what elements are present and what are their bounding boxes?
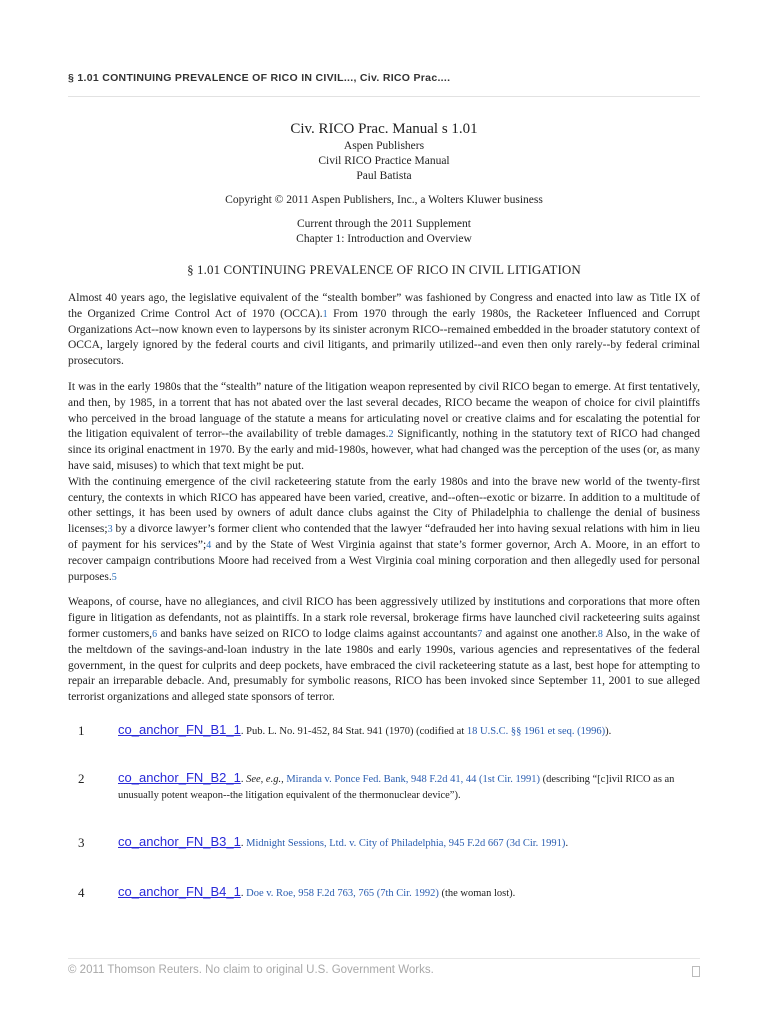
section-heading: § 1.01 CONTINUING PREVALENCE OF RICO IN CIVIL LITIGATION [187, 262, 581, 277]
footnote-body [118, 770, 700, 804]
footnote-anchor-link[interactable]: co_anchor_FN_B3_1 [118, 834, 241, 849]
footnote-text: (describing “[c]ivil RICO as an unusually potent weapon--the litigation equivalent of the thermonuclear device”). [118, 774, 675, 801]
footnote-separator: . [240, 774, 244, 785]
running-head: § 1.01 CONTINUING PREVALENCE OF RICO IN CIVIL..., Civ. RICO Prac.... [68, 72, 451, 84]
citation-link[interactable]: Doe v. Roe, 958 F.2d 763, 765 (7th Cir. 1992) [246, 888, 439, 899]
footnote-number: 4 [78, 885, 85, 900]
paragraph-text: Also, in the wake of the meltdown of the savings-and-loan industry in the late 1980s and early 1990s, various agencies and representatives of the federal government, in the quest for culprits and deep pockets, have embraced the civil racketeering statute as a last, best hope for attempting to repair an irreparable debacle. And, presumably for symbolic reasons, RICO has been invoked since September 11, 2001 to sue alleged terrorist organizations and alleged state sponsors of terror. [68, 627, 700, 704]
footnote-text: ). [605, 726, 612, 737]
footnote-anchor-link[interactable]: co_anchor_FN_B2_1 [118, 770, 241, 785]
footnote-1 [68, 722, 700, 740]
paragraph-text: and against one another. [482, 627, 598, 640]
footnote-2 [68, 770, 700, 804]
copyright-line: Copyright © 2011 Aspen Publishers, Inc., a Wolters Kluwer business [225, 194, 543, 206]
body-text [68, 291, 700, 706]
footnote-ref-6[interactable]: 6 [152, 628, 158, 640]
footnote-text: (the woman lost). [438, 888, 516, 899]
footnote-ref-7[interactable]: 7 [477, 628, 483, 640]
citation-link[interactable]: Midnight Sessions, Ltd. v. City of Philadelphia, 945 F.2d 667 (3d Cir. 1991) [246, 838, 566, 849]
footnote-separator: . [240, 838, 244, 849]
footnote-body [118, 722, 700, 740]
footnote-text: See, e.g., [243, 774, 287, 785]
publisher-line: Aspen Publishers [343, 140, 425, 152]
footnote-text: . [565, 838, 569, 849]
manual-line: Civil RICO Practice Manual [318, 155, 450, 167]
paragraph-text: and banks have seized on RICO to lodge claims against accountants [157, 627, 478, 640]
footnote-3 [68, 834, 700, 852]
citation-block [68, 120, 700, 247]
paragraph-text: and by the State of West Virginia against that state’s former governor, Arch A. Moore, in an effort to recover campaign contributions Moore had received from a West Virginia coal mining corporation and then allegedly used for personal purposes. [68, 538, 700, 583]
footnote-body [118, 834, 700, 852]
paragraph-text: Almost 40 years ago, the legislative equivalent of the “stealth bomber” was fashioned by Congress and enacted into law as Title IX of the Organized Crime Control Act of 1970 (OCCA). [68, 292, 700, 320]
footnote-ref-3[interactable]: 3 [107, 524, 113, 536]
author-line: Paul Batista [356, 170, 412, 182]
paragraph-text: Significantly, nothing in the statutory text of RICO had changed since its original enactment in 1970. By the early and mid-1980s, however, what had changed was the perception of the uses (or, as many have said, misuses) to which that text might be put. [68, 428, 700, 472]
footnote-4 [68, 884, 700, 902]
footer-copyright: © 2011 Thomson Reuters. No claim to original U.S. Government Works. [68, 964, 434, 976]
footer-divider [68, 958, 700, 959]
paragraph-2 [68, 380, 700, 475]
footnote-anchor-link[interactable]: co_anchor_FN_B1_1 [118, 722, 241, 737]
footnote-anchor-link[interactable]: co_anchor_FN_B4_1 [118, 884, 241, 899]
citation-link[interactable]: Miranda v. Ponce Fed. Bank, 948 F.2d 41, 44 (1st Cir. 1991) [286, 774, 541, 785]
footnote-ref-1[interactable]: 1 [322, 308, 328, 320]
footnote-separator: . [240, 888, 244, 899]
footnote-number: 2 [78, 771, 85, 786]
citation-link[interactable]: 18 U.S.C. §§ 1961 et seq. (1996) [466, 726, 606, 737]
header-divider [68, 96, 700, 97]
paragraph-text: With the continuing emergence of the civil racketeering statute from the early 1980s and into the brave new world of the twenty-first century, the contexts in which RICO has appeared have been varied, creative, and--often--exotic or bizarre. In addition to a multitude of other settings, it has been used by owners of adult dance clubs against the City of Philadelphia to challenge the denial of business licenses; [68, 475, 700, 536]
paragraph-text: Weapons, of course, have no allegiances, and civil RICO has been aggressively utilized by institutions and corporations that more often figure in litigation as defendants, not as plaintiffs. In a stark role reversal, brokerage firms have launched civil racketeering suits against former customers, [68, 596, 700, 640]
footnote-ref-5[interactable]: 5 [111, 571, 117, 583]
footnote-separator: . [240, 726, 244, 737]
footnote-number: 3 [78, 835, 85, 850]
paragraph-1 [68, 291, 700, 370]
page-marker-icon [692, 966, 700, 977]
footnote-body [118, 884, 700, 902]
citation-title: Civ. RICO Prac. Manual s 1.01 [290, 121, 478, 137]
paragraph-3 [68, 475, 700, 586]
chapter-line: Chapter 1: Introduction and Overview [296, 233, 472, 245]
paragraph-text: by a divorce lawyer’s former client who contended that the lawyer “defrauded her into having sexual relations with him in lieu of payment for his services”; [68, 523, 700, 551]
page-footer [68, 964, 700, 977]
footnote-ref-4[interactable]: 4 [206, 539, 212, 551]
footnote-text: Pub. L. No. 91-452, 84 Stat. 941 (1970) (codified at [243, 726, 467, 737]
paragraph-4 [68, 595, 700, 706]
current-through-line: Current through the 2011 Supplement [297, 218, 471, 230]
paragraph-text: From 1970 through the early 1980s, the Racketeer Influenced and Corrupt Organizations Act--now known even to laypersons by its sinister acronym RICO--remained embedded in the broader statutory context of OCCA, largely ignored by the federal courts and civil litigants, and primarily utilized--and even then only rarely--by federal criminal prosecutors. [68, 307, 701, 368]
footnote-ref-2[interactable]: 2 [388, 429, 394, 441]
footnote-number: 1 [78, 723, 85, 738]
footnote-ref-8[interactable]: 8 [597, 628, 603, 640]
paragraph-text: It was in the early 1980s that the “stealth” nature of the litigation weapon represented by civil RICO began to emerge. At first tentatively, and then, by 1985, in a torrent that has not abated over the last several decades, RICO became the weapon of choice for civil plaintiffs who perceived in the broad language of the statute a means for articulating novel or creative claims and for escalating the potential for the litigation equivalent of terror--the availability of treble damages. [68, 380, 700, 441]
